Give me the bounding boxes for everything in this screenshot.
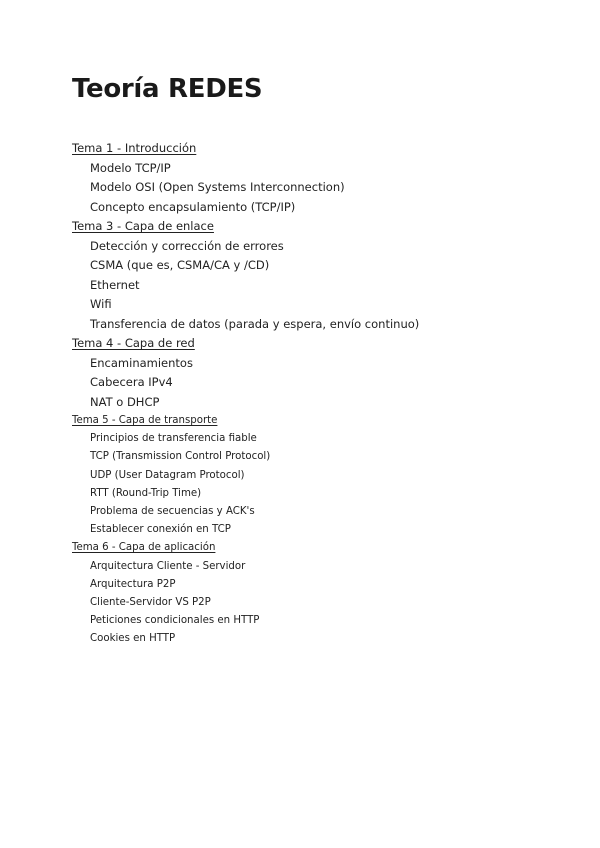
toc-item: CSMA (que es, CSMA/CA y /CD) <box>90 258 270 272</box>
toc-item: Principios de transferencia fiable <box>90 433 257 445</box>
toc-item: Concepto encapsulamiento (TCP/IP) <box>90 199 296 214</box>
toc-link-tema-4[interactable]: Tema 4 - Capa de red <box>72 336 195 350</box>
toc-link-tema-1[interactable]: Tema 1 - Introducción <box>72 141 197 155</box>
toc-item: Peticiones condicionales en HTTP <box>90 615 260 627</box>
toc-section-tema-3 <box>72 217 572 334</box>
table-of-contents <box>72 139 572 649</box>
toc-item: NAT o DHCP <box>90 394 160 409</box>
toc-link-tema-3[interactable]: Tema 3 - Capa de enlace <box>72 219 214 233</box>
toc-item: Cliente-Servidor VS P2P <box>90 597 211 609</box>
toc-item: Detección y corrección de errores <box>90 238 284 253</box>
toc-link-tema-6[interactable]: Tema 6 - Capa de aplicación <box>72 542 216 554</box>
toc-item: RTT (Round-Trip Time) <box>90 487 202 499</box>
toc-item: Cookies en HTTP <box>90 633 176 645</box>
toc-item: Problema de secuencias y ACK's <box>90 506 255 518</box>
toc-item: UDP (User Datagram Protocol) <box>90 469 245 481</box>
toc-item: Transferencia de datos (parada y espera, envío continuo) <box>90 316 420 331</box>
toc-item: Modelo OSI (Open Systems Interconnection) <box>90 180 345 194</box>
toc-link-tema-5[interactable]: Tema 5 - Capa de transporte <box>72 415 218 426</box>
toc-item: Establecer conexión en TCP <box>90 524 231 536</box>
toc-item: Wifi <box>90 297 112 311</box>
toc-item: Modelo TCP/IP <box>90 160 171 175</box>
toc-item: Ethernet <box>90 277 140 292</box>
toc-item: TCP (Transmission Control Protocol) <box>90 451 271 463</box>
toc-item: Encaminamientos <box>90 355 193 370</box>
toc-item: Cabecera IPv4 <box>90 375 173 389</box>
page-title: Teoría REDES <box>72 74 263 104</box>
toc-item: Arquitectura P2P <box>90 578 176 590</box>
toc-section-tema-6 <box>72 539 572 648</box>
toc-section-tema-4 <box>72 334 572 412</box>
toc-item: Arquitectura Cliente - Servidor <box>90 560 246 572</box>
toc-section-tema-1 <box>72 139 572 217</box>
toc-section-tema-5 <box>72 412 572 539</box>
